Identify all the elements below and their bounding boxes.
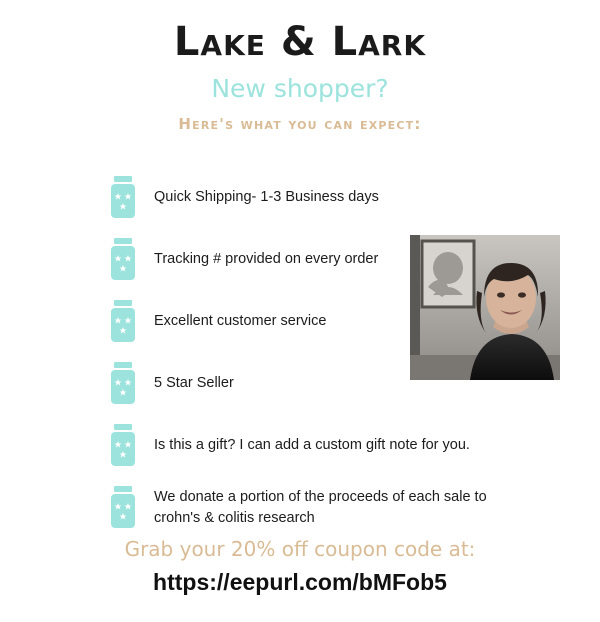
flyer-page	[0, 19, 600, 622]
benefit-text: 5 Star Seller	[154, 375, 234, 392]
owner-photo	[410, 235, 560, 380]
benefit-text: Tracking # provided on every order	[154, 251, 379, 268]
mason-jar-icon	[100, 362, 146, 406]
coupon-url[interactable]: https://eepurl.com/bMFob5	[153, 569, 447, 595]
mason-jar-icon	[100, 238, 146, 282]
page-title: Lake & Lark	[173, 19, 427, 65]
benefit-text: Excellent customer service	[154, 313, 327, 330]
benefit-text: Is this a gift? I can add a custom gift note for you.	[154, 437, 470, 454]
coupon-label: Grab your 20% off coupon code at:	[124, 537, 476, 561]
mason-jar-icon	[100, 486, 146, 530]
list-item	[100, 418, 520, 474]
footer	[0, 537, 600, 597]
list-item	[100, 480, 520, 536]
mason-jar-icon	[100, 176, 146, 220]
subtitle: New shopper?	[211, 74, 389, 103]
tagline: Here's what you can expect:	[178, 115, 422, 133]
mason-jar-icon	[100, 424, 146, 468]
mason-jar-icon	[100, 300, 146, 344]
benefit-text: We donate a portion of the proceeds of each sale to crohn's & colitis research	[154, 488, 487, 526]
list-item	[100, 170, 520, 226]
benefit-text: Quick Shipping- 1-3 Business days	[154, 189, 379, 206]
